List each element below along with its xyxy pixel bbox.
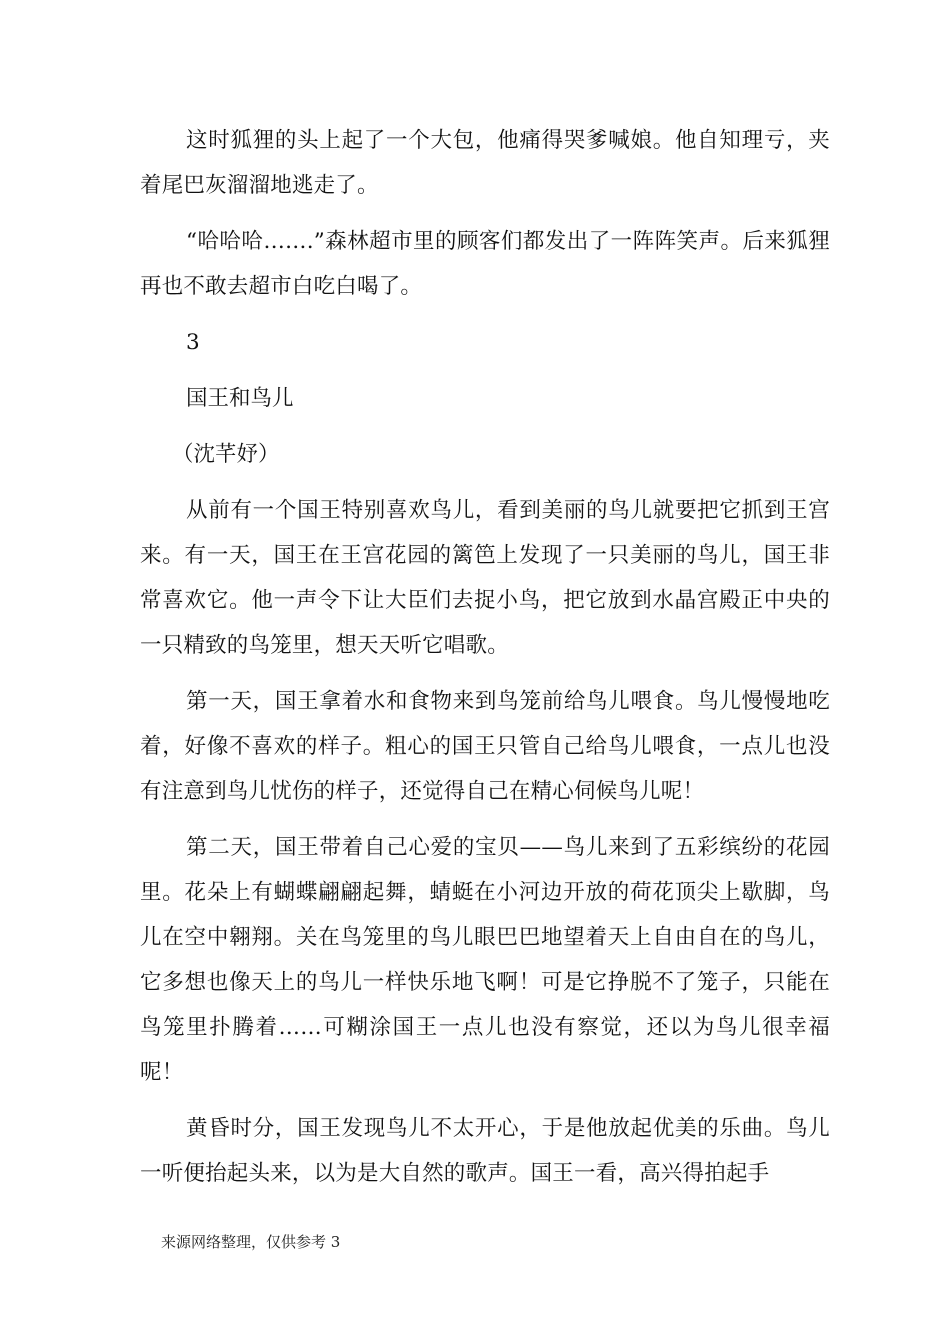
paragraph-dusk: 黄昏时分，国王发现鸟儿不太开心，于是他放起优美的乐曲。鸟儿一听便抬起头来，以为是大自然的歌声。国王一看，高兴得拍起手 bbox=[140, 1116, 830, 1186]
paragraph-king-intro: 从前有一个国王特别喜欢鸟儿，看到美丽的鸟儿就要把它抓到王宫来。有一天，国王在王宫花园的篱笆上发现了一只美丽的鸟儿，国王非常喜欢它。他一声令下让大臣们去捉小鸟，把它放到水晶宫殿正中央的一只精致的鸟笼里，想天天听它唱歌。 bbox=[140, 498, 830, 658]
story-title: 国王和鸟儿 bbox=[186, 386, 294, 411]
page-footer: 来源网络整理，仅供参考 3 bbox=[161, 1233, 341, 1251]
paragraph-first-day: 第一天，国王拿着水和食物来到鸟笼前给鸟儿喂食。鸟儿慢慢地吃着，好像不喜欢的样子。粗心的国王只管自己给鸟儿喂食，一点儿也没有注意到鸟儿忧伤的样子，还觉得自己在精心伺候鸟儿呢！ bbox=[140, 689, 830, 804]
story-author: （沈芊妤） bbox=[172, 442, 280, 467]
paragraph-fox-escapes: 这时狐狸的头上起了一个大包，他痛得哭爹喊娘。他自知理亏，夹着尾巴灰溜溜地逃走了。 bbox=[140, 128, 830, 198]
paragraph-second-day: 第二天，国王带着自己心爱的宝贝——鸟儿来到了五彩缤纷的花园里。花朵上有蝴蝶翩翩起舞，蜻蜓在小河边开放的荷花顶尖上歇脚，鸟儿在空中翱翔。关在鸟笼里的鸟儿眼巴巴地望着天上自由自在的鸟儿，它多想也像天上的鸟儿一样快乐地飞啊！可是它挣脱不了笼子，只能在鸟笼里扑腾着……可糊涂国王一点儿也没有察觉，还以为鸟儿很幸福呢！ bbox=[140, 835, 830, 1085]
page-content bbox=[140, 118, 830, 1207]
story-number: 3 bbox=[186, 330, 200, 355]
paragraph-laughter: “哈哈哈…….”森林超市里的顾客们都发出了一阵阵笑声。后来狐狸再也不敢去超市白吃白喝了。 bbox=[140, 229, 830, 299]
